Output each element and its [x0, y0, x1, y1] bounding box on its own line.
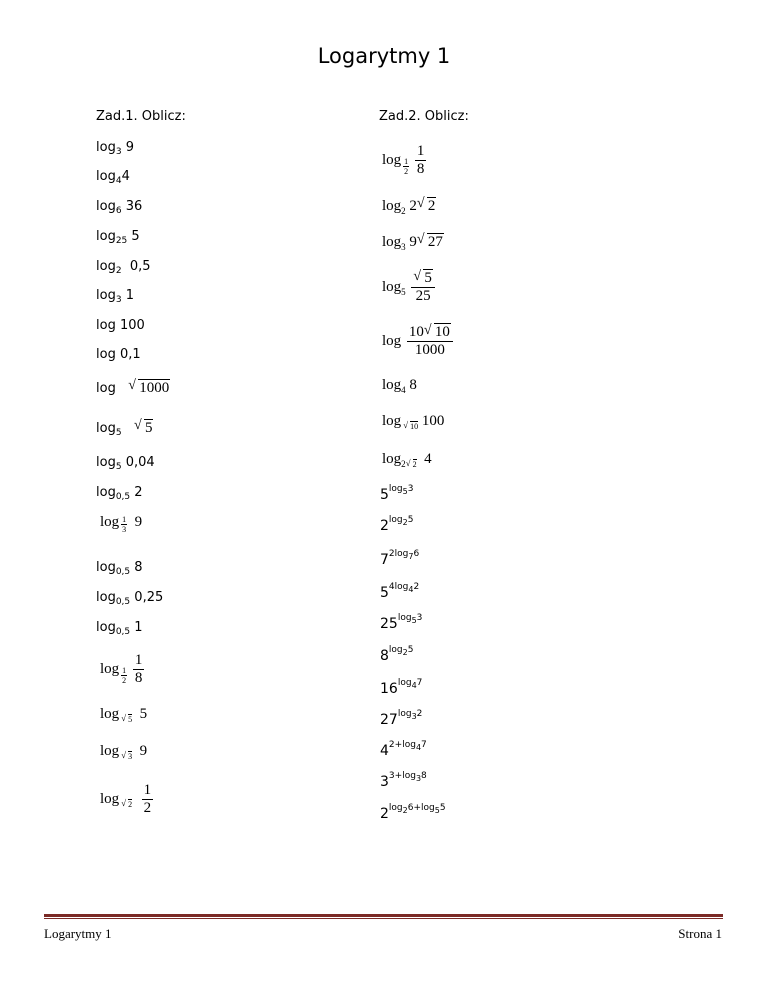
- zad2-item-8: $\log_2√$ 2 4: [382, 451, 432, 469]
- zad2-item-9: $5^{log53}$: [380, 484, 414, 503]
- zad1-item-8: log 0,1: [96, 347, 141, 362]
- zad2-item-15: $16^{log47}$: [380, 678, 423, 697]
- page-title: Logarytmy 1: [317, 44, 451, 68]
- zad2-item-14: $8^{log25}$: [380, 645, 414, 664]
- zad1-item-4: $\log_{25} 5$: [96, 229, 140, 246]
- zad2-item-1: log $\frac{1}{2}$ $\frac{1}{8}$: [382, 143, 425, 177]
- zad2-heading: Zad.2. Oblicz:: [379, 109, 469, 124]
- footer-page-number: Strona 1: [678, 926, 722, 941]
- zad2-item-4: $\log_5$ √ $\frac{5}{25}$: [382, 270, 437, 305]
- zad2-item-5: log $\frac{10√ 10}{1000}$: [382, 324, 455, 359]
- zad1-item-19: log√ 3 9: [100, 743, 147, 761]
- zad1-item-15: $\log_{0,5} 0,25$: [96, 590, 164, 607]
- zad1-item-6: $\log_3 1$: [96, 288, 134, 305]
- zad1-heading: Zad.1. Oblicz:: [96, 109, 186, 124]
- zad1-item-1: $\log_3 9$: [96, 140, 134, 157]
- zad1-item-18: log√ 5 5: [100, 706, 147, 724]
- zad1-item-14: $\log_{0,5} 8$: [96, 560, 143, 577]
- zad1-item-9: log √ 1000: [96, 380, 170, 397]
- zad1-item-5: $\log_2 0,5$: [96, 259, 151, 276]
- footer-divider-thin: [44, 918, 723, 919]
- zad1-item-16: $\log_{0,5} 1$: [96, 620, 143, 637]
- zad2-item-6: $\log_4 8$: [382, 377, 417, 395]
- zad1-item-17: log $\frac{1}{2}$ $\frac{1}{8}$: [100, 652, 143, 686]
- zad2-item-13: $25^{log53}$: [380, 613, 423, 632]
- zad1-item-11: $\log_5 0,04$: [96, 455, 155, 472]
- zad1-item-3: $\log_6 36$: [96, 199, 143, 216]
- zad1-item-10: $\log_5$ √ 5: [96, 420, 153, 438]
- zad1-item-2: $\log_44$: [96, 169, 130, 186]
- zad2-item-2: $\log_2 2√$ 2: [382, 198, 436, 216]
- footer-title: Logarytmy 1: [44, 926, 112, 941]
- zad1-item-13: log $\frac{1}{3}$ 9: [100, 514, 143, 534]
- zad2-item-12: $5^{4log42}$: [380, 582, 420, 601]
- zad2-item-7: log√ 10 100: [382, 413, 444, 431]
- zad1-item-12: $\log_{0,5} 2$: [96, 485, 143, 502]
- zad2-item-16: $27^{log32}$: [380, 709, 423, 728]
- zad2-item-11: $7^{2log76}$: [380, 549, 420, 568]
- footer-divider: [44, 914, 723, 917]
- zad2-item-18: $3^{3+log38}$: [380, 771, 427, 790]
- zad2-item-19: $2^{log26+log55}$: [380, 803, 446, 822]
- zad2-item-3: $\log_3 9√$ 27: [382, 234, 444, 252]
- zad2-item-17: $4^{2+log47}$: [380, 740, 427, 759]
- zad1-item-20: log√ 2 $\frac{1}{2}$: [100, 782, 155, 817]
- zad2-item-10: $2^{log25}$: [380, 515, 414, 534]
- zad1-item-7: log 100: [96, 318, 145, 333]
